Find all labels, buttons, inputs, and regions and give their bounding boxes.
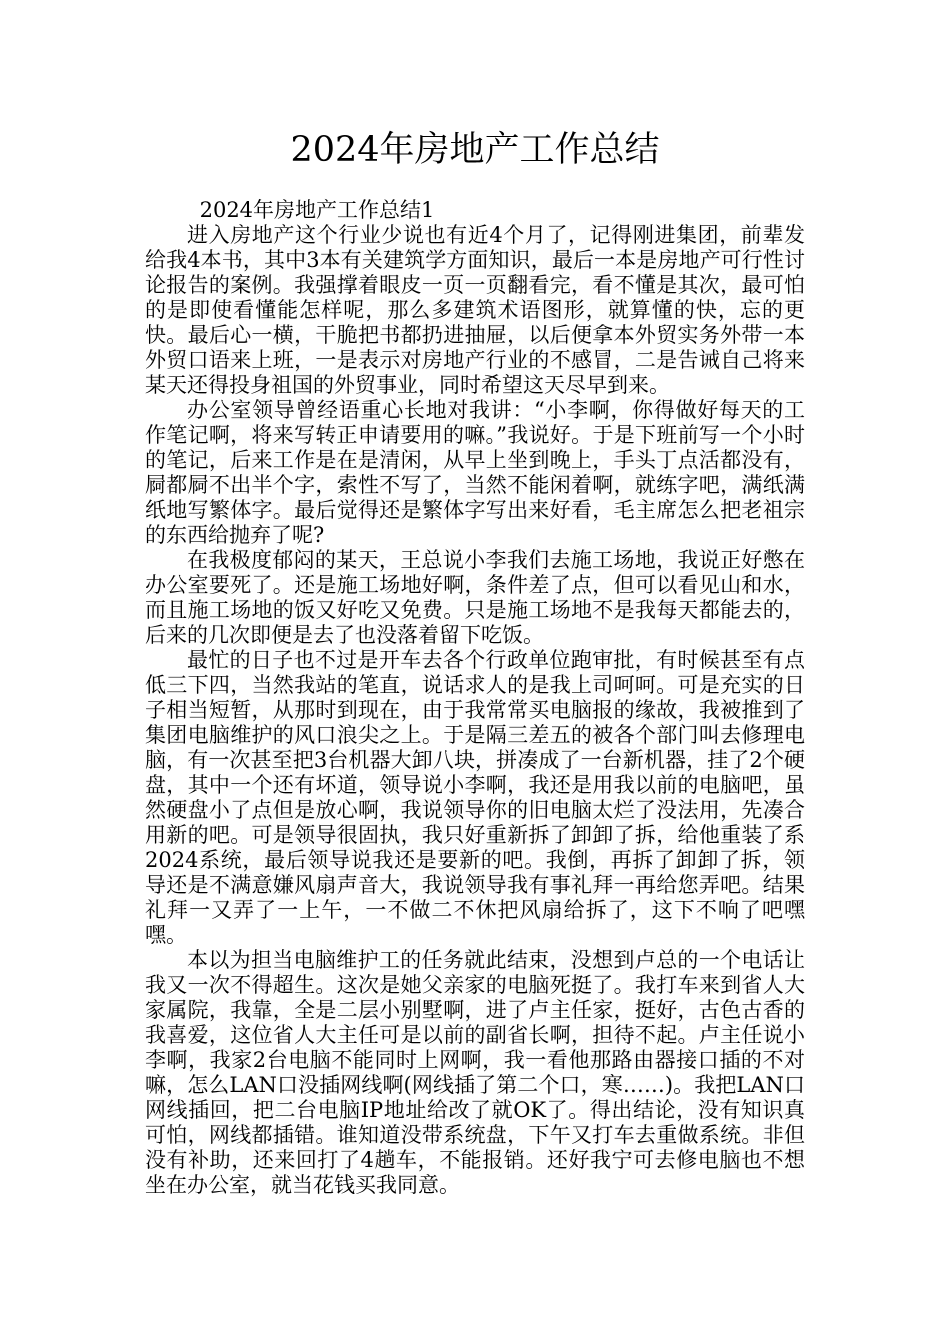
document-body [145,198,805,1198]
paragraph-5: 本以为担当电脑维护工的任务就此结束，没想到卢总的一个电话让我又一次不得超生。这次是她父亲家的电脑死挺了。我打车来到省人大家属院，我靠，全是二层小别墅啊，进了卢主任家，挺好，古色古香的我喜爱，这位省人大主任可是以前的副省长啊，担待不起。卢主任说小李啊，我家2台电脑不能同时上网啊，我一看他那路由器接口插的不对嘛，怎么LAN口没插网线啊(网线插了第二个口，寒……)。我把LAN口网线插回，把二台电脑IP地址给改了就OK了。得出结论，没有知识真可怕，网线都插错。谁知道没带系统盘，下午又打车去重做系统。非但没有补助，还来回打了4趟车，不能报销。还好我宁可去修电脑也不想坐在办公室，就当花钱买我同意。 [145,948,805,1197]
paragraph-2: 办公室领导曾经语重心长地对我讲：“小李啊，你得做好每天的工作笔记啊，将来写转正申请要用的嘛。”我说好。于是下班前写一个小时的笔记，后来工作是在是清闲，从早上坐到晚上，手头丁点活都没有，屙都屙不出半个字，索性不写了，当然不能闲着啊，就练字吧，满纸满纸地写繁体字。最后觉得还是繁体字写出来好看，毛主席怎么把老祖宗的东西给抛弃了呢? [145,398,805,547]
paragraph-3: 在我极度郁闷的某天，王总说小李我们去施工场地，我说正好憋在办公室要死了。还是施工场地好啊，条件差了点，但可以看见山和水，而且施工场地的饭又好吃又免费。只是施工场地不是我每天都能去的，后来的几次即便是去了也没落着留下吃饭。 [145,548,805,647]
document-title: 2024年房地产工作总结 [290,130,660,170]
paragraph-1: 进入房地产这个行业少说也有近4个月了，记得刚进集团，前辈发给我4本书，其中3本有关建筑学方面知识，最后一本是房地产可行性讨论报告的案例。我强撑着眼皮一页一页翻看完，看不懂是其次，最可怕的是即使看懂能怎样呢，那么多建筑术语图形，就算懂的快，忘的更快。最后心一横，干脆把书都扔进抽屉，以后便拿本外贸实务外带一本外贸口语来上班，一是表示对房地产行业的不感冒，二是告诫自己将来某天还得投身祖国的外贸事业，同时希望这天尽早到来。 [145,223,805,397]
section-heading: 2024年房地产工作总结1 [199,198,435,222]
paragraph-4: 最忙的日子也不过是开车去各个行政单位跑审批，有时候甚至有点低三下四，当然我站的笔直，说话求人的是我上司呵呵。可是充实的日子相当短暂，从那时到现在，由于我常常买电脑报的缘故，我被推到了集团电脑维护的风口浪尖之上。于是隔三差五的被各个部门叫去修理电脑，有一次甚至把3台机器大卸八块，拼凑成了一台新机器，挂了2个硬盘，其中一个还有坏道，领导说小李啊，我还是用我以前的电脑吧，虽然硬盘小了点但是放心啊，我说领导你的旧电脑太烂了没法用，先凑合用新的吧。可是领导很固执，我只好重新拆了卸卸了拆，给他重装了系2024系统，最后领导说我还是要新的吧。我倒，再拆了卸卸了拆，领导还是不满意嫌风扇声音大，我说领导我有事礼拜一再给您弄吧。结果礼拜一又弄了一上午，一不做二不休把风扇给拆了，这下不响了吧嘿嘿。 [145,648,805,947]
